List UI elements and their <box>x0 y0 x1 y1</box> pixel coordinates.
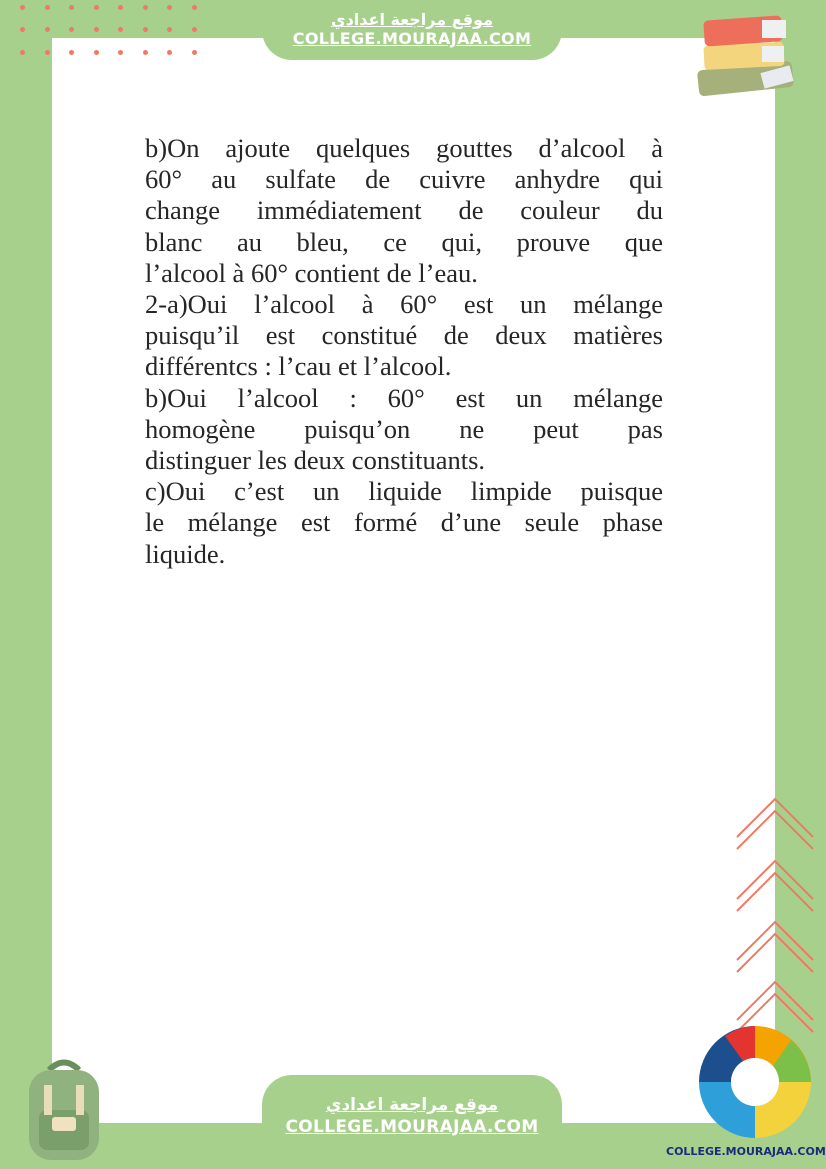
text-line: le mélange est formé d’une seule phase <box>145 507 663 538</box>
dot <box>94 50 99 55</box>
footer-arabic-title: موقع مراجعة اعدادي <box>325 1095 499 1115</box>
chevron-up-icon <box>735 918 815 978</box>
footer-logo-caption: COLLEGE.MOURAJAA.COM <box>666 1145 826 1158</box>
dot <box>20 50 25 55</box>
footer-banner <box>262 1075 562 1169</box>
dot <box>20 5 25 10</box>
dot <box>143 27 148 32</box>
text-line: 2-a)Oui l’alcool à 60° est un mélange <box>145 289 663 320</box>
decorative-dots <box>14 0 204 60</box>
dot <box>118 27 123 32</box>
text-line: 60° au sulfate de cuivre anhydre qui <box>145 164 663 195</box>
text-line: change immédiatement de couleur du <box>145 195 663 226</box>
text-line: différentcs : l’cau et l’alcool. <box>145 351 452 382</box>
dot <box>118 5 123 10</box>
text-line: distinguer les deux constituants. <box>145 445 486 476</box>
text-line: homogène puisqu’on ne peut pas <box>145 413 663 444</box>
text-line: c)Oui c’est un liquide limpide puisque <box>145 476 663 507</box>
dot <box>167 50 172 55</box>
chevron-up-icon <box>735 795 815 855</box>
dot <box>192 27 197 32</box>
dot <box>45 5 50 10</box>
dot <box>45 27 50 32</box>
dot <box>118 50 123 55</box>
dot <box>69 50 74 55</box>
dot <box>45 50 50 55</box>
header-arabic-title: موقع مراجعة اعدادي <box>330 10 494 29</box>
dot <box>167 5 172 10</box>
dot <box>94 27 99 32</box>
backpack-icon <box>14 1055 114 1165</box>
dot <box>143 50 148 55</box>
dot <box>94 5 99 10</box>
header-site-link[interactable]: COLLEGE.MOURAJAA.COM <box>292 29 532 48</box>
dot <box>20 27 25 32</box>
dot <box>192 5 197 10</box>
college-logo-icon <box>695 1022 815 1142</box>
dot <box>167 27 172 32</box>
text-line: blanc au bleu, ce qui, prouve que <box>145 226 663 257</box>
chevron-up-icon <box>735 857 815 917</box>
books-icon <box>692 14 802 96</box>
document-text <box>145 133 663 570</box>
text-line: puisqu’il est constitué de deux matières <box>145 320 663 351</box>
dot <box>69 27 74 32</box>
dot <box>192 50 197 55</box>
text-line: l’alcool à 60° contient de l’eau. <box>145 257 478 288</box>
dot <box>143 5 148 10</box>
dot <box>69 5 74 10</box>
header-banner <box>262 0 562 60</box>
text-line: b)Oui l’alcool : 60° est un mélange <box>145 382 663 413</box>
footer-site-link[interactable]: COLLEGE.MOURAJAA.COM <box>285 1117 539 1137</box>
text-line: liquide. <box>145 538 226 569</box>
text-line: b)On ajoute quelques gouttes d’alcool à <box>145 133 663 163</box>
